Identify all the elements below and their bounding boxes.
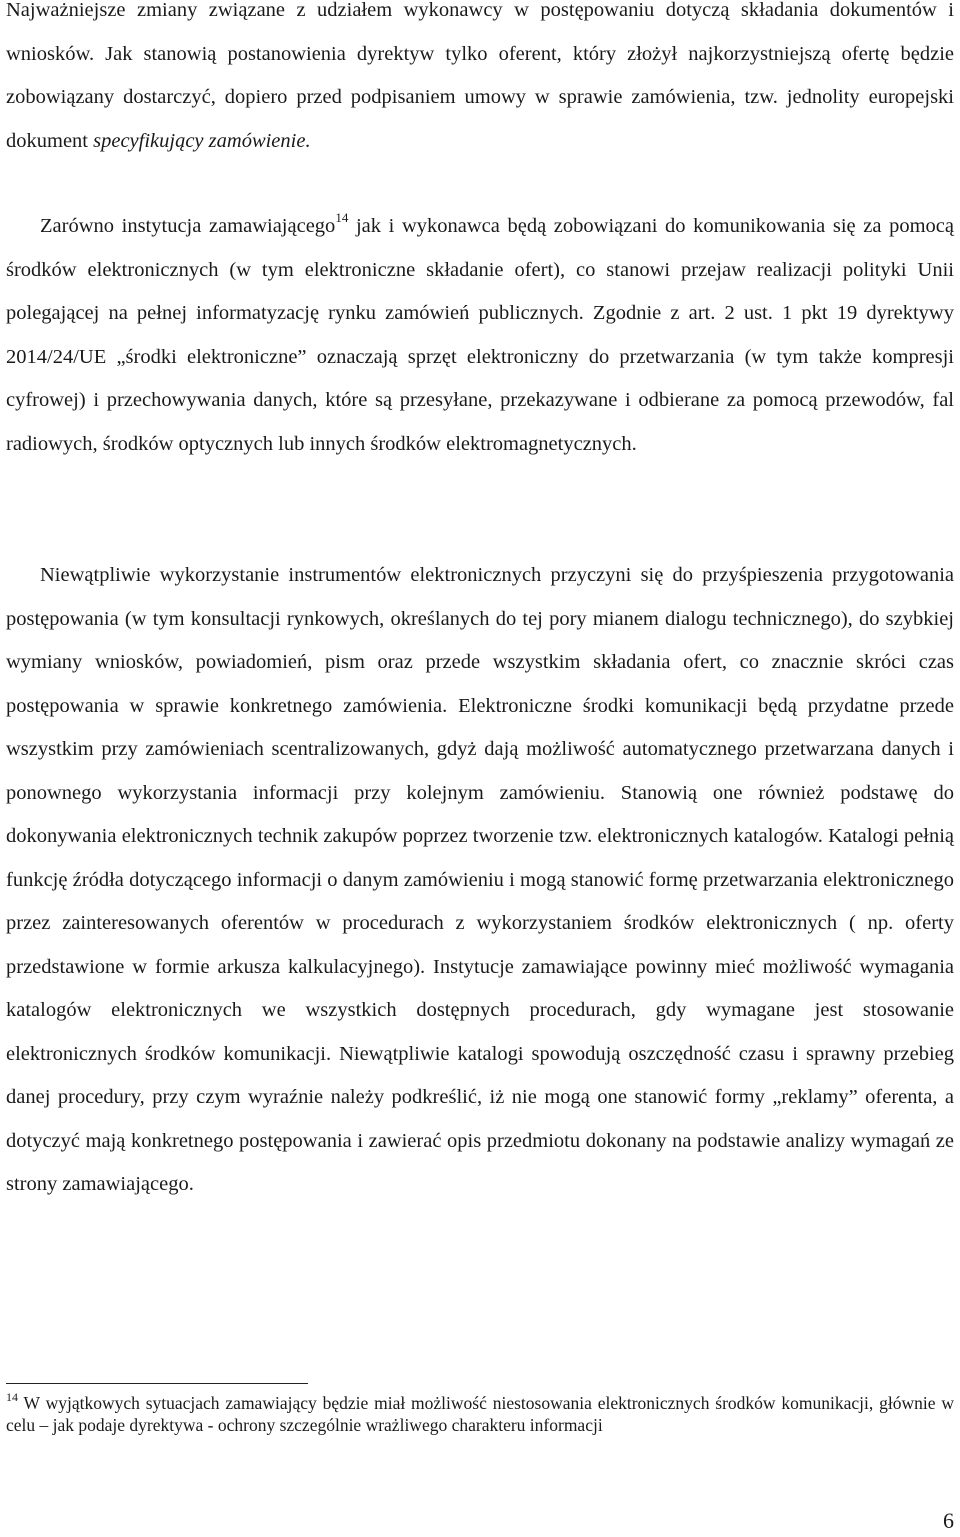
paragraph-text: Zarówno instytucja zamawiającego — [40, 215, 336, 237]
paragraph-electronic-communication — [6, 205, 954, 466]
paragraph-text: Niewątpliwie wykorzystanie instrumentów elektronicznych przyczyni się do przyśpieszenia przygotowania postępowania (w tym konsultacji rynkowych, określanych do tej pory mianem dialogu technicznego), do szybkiej wymiany wniosków, powiadomień, pism oraz przede wszystkim składania ofert, co znacznie skróci czas postępowania w sprawie konkretnego zamówienia. Elektroniczne środki komunikacji będą przydatne przede wszystkim przy zamówieniach scentralizowanych, gdyż dają możliwość automatycznego przetwarzana danych i ponownego wykorzystania informacji przy kolejnym zamówieniu. Stanowią one również podstawę do dokonywania elektronicznych technik zakupów poprzez tworzenie tzw. elektronicznych katalogów. Katalogi pełnią funkcję źródła dotyczącego informacji o danym zamówieniu i mogą stanowić formę przetwarzania elektronicznego przez zainteresowanych oferentów w procedurach z wykorzystaniem środków elektronicznych ( np. oferty przedstawione w formie arkusza kalkulacyjnego). Instytucje zamawiające powinny mieć możliwość wymagania katalogów elektronicznych we wszystkich dostępnych procedurach, gdy wymagane jest stosowanie elektronicznych środków komunikacji. Niewątpliwie katalogi spowodują oszczędność czasu i sprawny przebieg danej procedury, przy czym wyraźnie należy podkreślić, iż nie mogą one stanowić formy „reklamy” oferenta, a dotyczyć mają konkretnego postępowania i zawierać opis przedmiotu dokonany na podstawie analizy wymagań ze strony zamawiającego. — [6, 564, 954, 1195]
footnote — [6, 1392, 954, 1436]
footnote-separator — [6, 1383, 308, 1384]
paragraph-text: Najważniejsze zmiany związane z udziałem wykonawcy w postępowaniu dotyczą składania dokumentów i wniosków. Jak stanowią postanowienia dyrektyw tylko oferent, który złożył najkorzystniejszą ofertę będzie zobowiązany dostarczyć, dopiero przed podpisaniem umowy w sprawie zamówienia, tzw. jednolity europejski dokument — [6, 0, 954, 152]
footnote-number: 14 — [6, 1390, 18, 1405]
document-name-italic: specyfikujący zamówienie. — [93, 129, 311, 152]
footnote-reference[interactable]: 14 — [335, 210, 349, 226]
paragraph-submission-changes — [6, 0, 954, 163]
paragraph-text: jak i wykonawca będą zobowiązani do komunikowania się za pomocą środków elektronicznych (w tym elektroniczne składanie ofert), co stanowi przejaw realizacji polityki Unii polegającej na pełnej informatyzację rynku zamówień publicznych. Zgodnie z art. 2 ust. 1 pkt 19 dyrektywy 2014/24/UE „środki elektroniczne” oznaczają sprzęt elektroniczny do przetwarzania (w tym także kompresji cyfrowej) i przechowywania danych, które są przesyłane, przekazywane i odbierane za pomocą przewodów, fal radiowych, środków optycznych lub innych środków elektromagnetycznych. — [6, 215, 955, 455]
footnote-text: W wyjątkowych sytuacjach zamawiający będzie miał możliwość niestosowania elektronicznych środków komunikacji, głównie w celu – jak podaje dyrektywa - ochrony szczególnie wrażliwego charakteru informacji — [6, 1393, 954, 1435]
page-number: 6 — [943, 1508, 954, 1533]
paragraph-electronic-catalogues — [6, 554, 954, 1207]
